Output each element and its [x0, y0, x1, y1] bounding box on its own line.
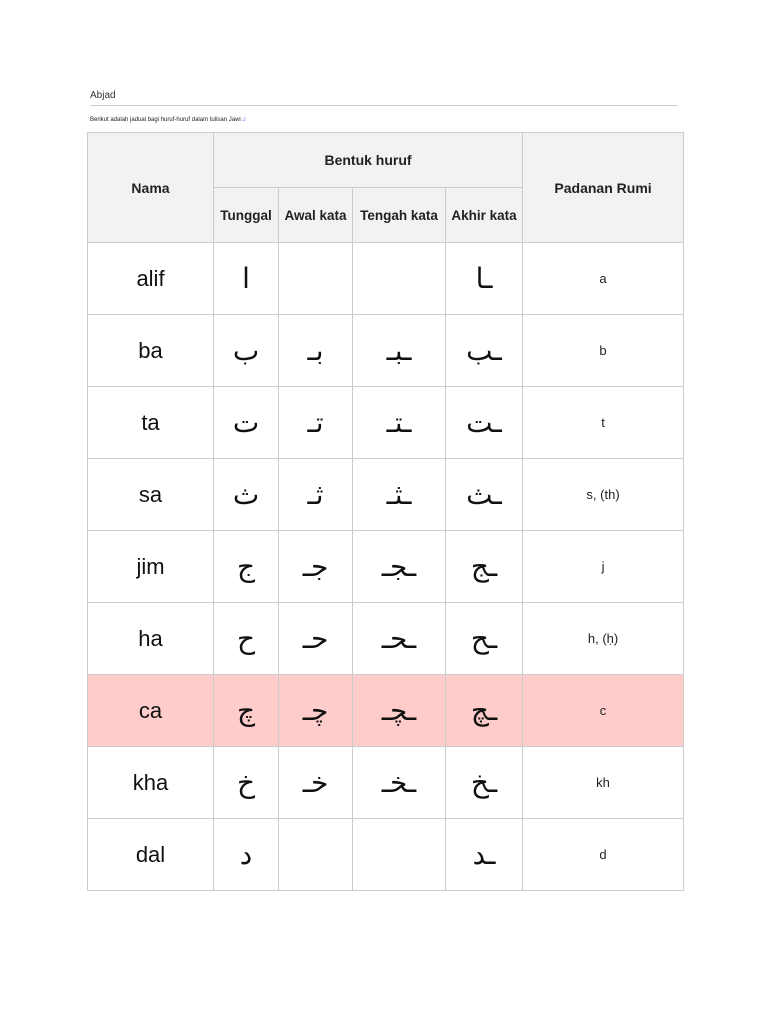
form-awal-kata-cell: [279, 243, 353, 315]
intro-text: [90, 117, 246, 123]
form-akhir-kata-cell: ـخ: [446, 747, 523, 819]
form-awal-kata-cell: جـ: [279, 531, 353, 603]
padanan-rumi-cell: b: [523, 315, 684, 387]
table-row-jim: [88, 531, 684, 603]
header-bentuk-huruf: Bentuk huruf: [214, 133, 523, 188]
padanan-rumi-cell: j: [523, 531, 684, 603]
form-akhir-kata-cell: ـج: [446, 531, 523, 603]
form-tunggal-cell: ث: [214, 459, 279, 531]
table-row-ba: [88, 315, 684, 387]
table-row-dal: [88, 819, 684, 891]
header-tengah-kata: Tengah kata: [353, 188, 446, 243]
letter-name-cell: ca: [88, 675, 214, 747]
header-tunggal: Tunggal: [214, 188, 279, 243]
table-row-kha: [88, 747, 684, 819]
note-icon[interactable]: ♫: [241, 117, 247, 123]
table-row-ta: [88, 387, 684, 459]
table-row-ca: [88, 675, 684, 747]
form-tunggal-cell: ت: [214, 387, 279, 459]
header-padanan-rumi: Padanan Rumi: [523, 133, 684, 243]
form-awal-kata-cell: تـ: [279, 387, 353, 459]
letter-name-cell: sa: [88, 459, 214, 531]
letter-name-cell: kha: [88, 747, 214, 819]
form-akhir-kata-cell: ـت: [446, 387, 523, 459]
form-awal-kata-cell: بـ: [279, 315, 353, 387]
padanan-rumi-cell: d: [523, 819, 684, 891]
section-heading: Abjad: [90, 90, 116, 101]
form-akhir-kata-cell: ـث: [446, 459, 523, 531]
padanan-rumi-cell: c: [523, 675, 684, 747]
form-awal-kata-cell: چـ: [279, 675, 353, 747]
form-tunggal-cell: ب: [214, 315, 279, 387]
table-row-alif: [88, 243, 684, 315]
form-awal-kata-cell: حـ: [279, 603, 353, 675]
jawi-alphabet-table: [87, 132, 684, 891]
form-tengah-kata-cell: ـثـ: [353, 459, 446, 531]
form-awal-kata-cell: خـ: [279, 747, 353, 819]
padanan-rumi-cell: t: [523, 387, 684, 459]
form-awal-kata-cell: [279, 819, 353, 891]
form-tunggal-cell: ح: [214, 603, 279, 675]
form-akhir-kata-cell: ـچ: [446, 675, 523, 747]
form-tengah-kata-cell: ـچـ: [353, 675, 446, 747]
form-tengah-kata-cell: ـخـ: [353, 747, 446, 819]
letter-name-cell: alif: [88, 243, 214, 315]
form-tengah-kata-cell: ـجـ: [353, 531, 446, 603]
letter-name-cell: ha: [88, 603, 214, 675]
letter-name-cell: ta: [88, 387, 214, 459]
header-akhir-kata: Akhir kata: [446, 188, 523, 243]
form-tunggal-cell: ا: [214, 243, 279, 315]
header-nama: Nama: [88, 133, 214, 243]
form-tengah-kata-cell: [353, 243, 446, 315]
form-awal-kata-cell: ثـ: [279, 459, 353, 531]
form-akhir-kata-cell: ـا: [446, 243, 523, 315]
table-row-ha: [88, 603, 684, 675]
letter-name-cell: jim: [88, 531, 214, 603]
form-akhir-kata-cell: ـد: [446, 819, 523, 891]
form-tunggal-cell: چ: [214, 675, 279, 747]
form-tunggal-cell: ج: [214, 531, 279, 603]
form-akhir-kata-cell: ـب: [446, 315, 523, 387]
padanan-rumi-cell: h, (ḥ): [523, 603, 684, 675]
form-tunggal-cell: خ: [214, 747, 279, 819]
table-row-sa: [88, 459, 684, 531]
heading-divider: [90, 105, 678, 106]
form-tengah-kata-cell: [353, 819, 446, 891]
letter-name-cell: ba: [88, 315, 214, 387]
letter-name-cell: dal: [88, 819, 214, 891]
form-tengah-kata-cell: ـحـ: [353, 603, 446, 675]
form-tengah-kata-cell: ـبـ: [353, 315, 446, 387]
intro-label: Berikut adalah jadual bagi huruf-huruf dalam tulisan Jawi: [90, 117, 241, 123]
form-tengah-kata-cell: ـتـ: [353, 387, 446, 459]
padanan-rumi-cell: kh: [523, 747, 684, 819]
form-akhir-kata-cell: ـح: [446, 603, 523, 675]
header-awal-kata: Awal kata: [279, 188, 353, 243]
padanan-rumi-cell: a: [523, 243, 684, 315]
padanan-rumi-cell: s, (th): [523, 459, 684, 531]
form-tunggal-cell: د: [214, 819, 279, 891]
